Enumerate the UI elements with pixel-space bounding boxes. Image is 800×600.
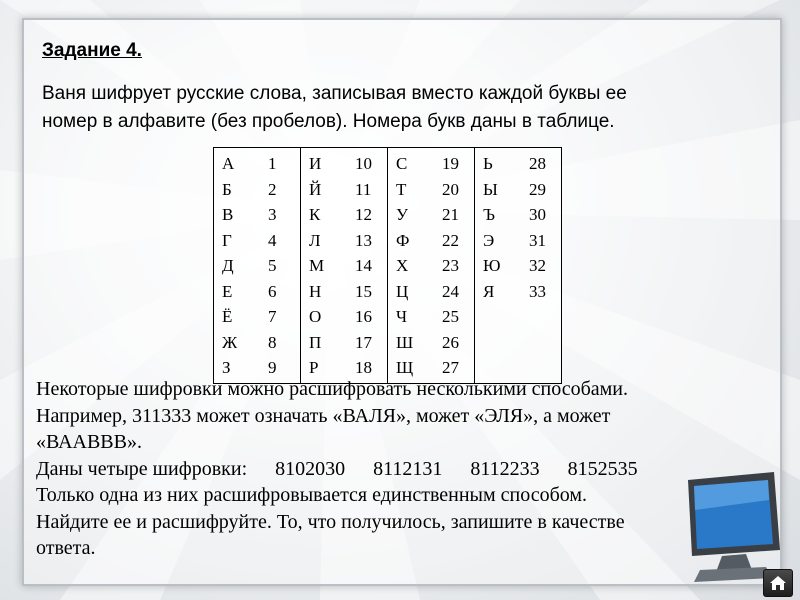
letter-number: 25 — [442, 307, 459, 326]
letter-code-pair — [396, 177, 466, 203]
letter-code-pair — [396, 304, 466, 330]
letter: Ю — [483, 256, 501, 275]
letter-number: 17 — [355, 332, 372, 352]
letter: Д — [222, 256, 234, 275]
letter: З — [222, 358, 231, 377]
letter-number: 4 — [268, 230, 277, 250]
letter: Ъ — [483, 205, 496, 224]
letter: Ш — [396, 332, 414, 352]
code-3: 8112233 — [470, 457, 540, 480]
letter-number: 29 — [529, 179, 546, 199]
letter-code-pair — [396, 228, 466, 254]
letter-code-pair — [222, 304, 292, 330]
code-4: 8152535 — [567, 457, 638, 480]
letter-number: 6 — [268, 281, 277, 301]
letter-number: 32 — [529, 256, 546, 275]
letter-code-pair — [222, 330, 292, 356]
letter: Ц — [396, 281, 409, 301]
table-block-3 — [388, 148, 475, 384]
letter: Р — [309, 358, 319, 377]
letter-number: 30 — [529, 205, 546, 224]
letter-number: 14 — [355, 256, 372, 275]
letter: Й — [309, 179, 322, 199]
letter-code-pair — [483, 151, 553, 177]
letter-number: 27 — [442, 358, 459, 377]
letter: Ч — [396, 307, 408, 326]
letter: М — [309, 256, 325, 275]
codes-label: Даны четыре шифровки: — [36, 457, 248, 480]
letter-number: 12 — [355, 205, 372, 224]
body-line: Например, 311333 может означать «ВАЛЯ», может «ЭЛЯ», а может — [36, 404, 611, 427]
letter-number: 23 — [442, 256, 459, 275]
letter-code-pair — [309, 202, 379, 228]
body-line: ответа. — [36, 537, 96, 559]
letter: В — [222, 205, 234, 224]
letter-number: 31 — [529, 230, 546, 250]
letter: Ы — [483, 179, 498, 199]
letter-code-pair — [309, 177, 379, 203]
letter: О — [309, 307, 322, 326]
letter-code-pair — [222, 177, 292, 203]
letter-number: 8 — [268, 332, 277, 352]
task-body — [36, 376, 776, 562]
letter: Х — [396, 256, 409, 275]
letter-number: 3 — [268, 205, 277, 224]
letter-code-pair — [396, 202, 466, 228]
letter-number: 20 — [442, 179, 459, 199]
letter-number: 7 — [268, 307, 277, 326]
body-line: Некоторые шифровки можно расшифровать несколькими способами. — [36, 378, 629, 400]
letter-code-pair — [309, 304, 379, 330]
letter-number: 5 — [268, 256, 277, 275]
letter: Ф — [396, 230, 410, 250]
task-intro — [42, 80, 742, 136]
letter-code-pair — [396, 151, 466, 177]
letter-number: 18 — [355, 358, 372, 377]
table-block-4 — [475, 148, 562, 384]
letter: А — [222, 154, 235, 173]
letter: Л — [309, 230, 321, 250]
letter: Ё — [222, 307, 233, 326]
letter-code-pair — [483, 177, 553, 203]
letter-code-pair — [222, 253, 292, 279]
codes-line — [36, 456, 776, 483]
letter: У — [396, 205, 409, 224]
table-block-2 — [301, 148, 388, 384]
letter-number: 9 — [268, 358, 277, 377]
body-line: Только одна из них расшифровывается единственным способом. — [36, 484, 588, 506]
letter: Я — [483, 281, 495, 301]
letter: Щ — [396, 358, 414, 377]
letter-code-pair — [309, 228, 379, 254]
letter: Г — [222, 230, 232, 250]
intro-line: Ваня шифрует русские слова, записывая вместо каждой буквы ее — [42, 83, 627, 104]
table-block-1 — [214, 148, 301, 384]
letter-number: 22 — [442, 230, 459, 250]
letter: Ж — [222, 332, 238, 352]
letter-number: 10 — [355, 154, 372, 173]
letter-number: 1 — [268, 154, 277, 173]
letter-number: 13 — [355, 230, 372, 250]
letter: Э — [483, 230, 495, 250]
letter-number: 28 — [529, 154, 546, 173]
letter: Т — [396, 179, 407, 199]
letter-code-pair — [483, 253, 553, 279]
letter-code-pair — [396, 279, 466, 305]
letter-code-pair — [309, 151, 379, 177]
letter-code-pair — [222, 151, 292, 177]
letter-code-pair — [309, 330, 379, 356]
letter-code-pair — [309, 279, 379, 305]
letter: К — [309, 205, 321, 224]
letter-number: 19 — [442, 154, 459, 173]
letter-number: 16 — [355, 307, 372, 326]
letter-code-pair — [309, 253, 379, 279]
letter: Ь — [483, 154, 493, 173]
body-line: Найдите ее и расшифруйте. То, что получилось, запишите в качестве — [36, 510, 625, 533]
letter-number: 24 — [442, 281, 459, 301]
code-2: 8112131 — [373, 457, 443, 480]
letter-number: 33 — [529, 281, 546, 301]
letter-code-pair — [396, 253, 466, 279]
intro-line: номер в алфавите (без пробелов). Номера букв даны в таблице. — [42, 111, 615, 132]
letter: С — [396, 154, 408, 173]
letter-number: 2 — [268, 179, 277, 199]
code-1: 8102030 — [275, 457, 346, 480]
letter-number: 21 — [442, 205, 459, 224]
letter-number: 26 — [442, 332, 459, 352]
letter-code-pair — [483, 202, 553, 228]
letter: П — [309, 332, 322, 352]
alphabet-code-table — [213, 147, 562, 384]
letter-code-pair — [222, 228, 292, 254]
letter: Б — [222, 179, 232, 199]
letter-code-pair — [222, 202, 292, 228]
letter: И — [309, 154, 322, 173]
body-line: «ВААВВВ». — [36, 431, 142, 453]
home-icon — [769, 575, 787, 591]
letter-code-pair — [483, 279, 553, 305]
letter-number: 11 — [355, 179, 372, 199]
letter-code-pair — [222, 279, 292, 305]
letter-code-pair — [483, 228, 553, 254]
letter: Н — [309, 281, 322, 301]
letter-number: 15 — [355, 281, 372, 301]
letter-code-pair — [396, 330, 466, 356]
letter: Е — [222, 281, 233, 301]
home-button[interactable] — [763, 569, 793, 597]
task-title: Задание 4. — [42, 40, 142, 61]
